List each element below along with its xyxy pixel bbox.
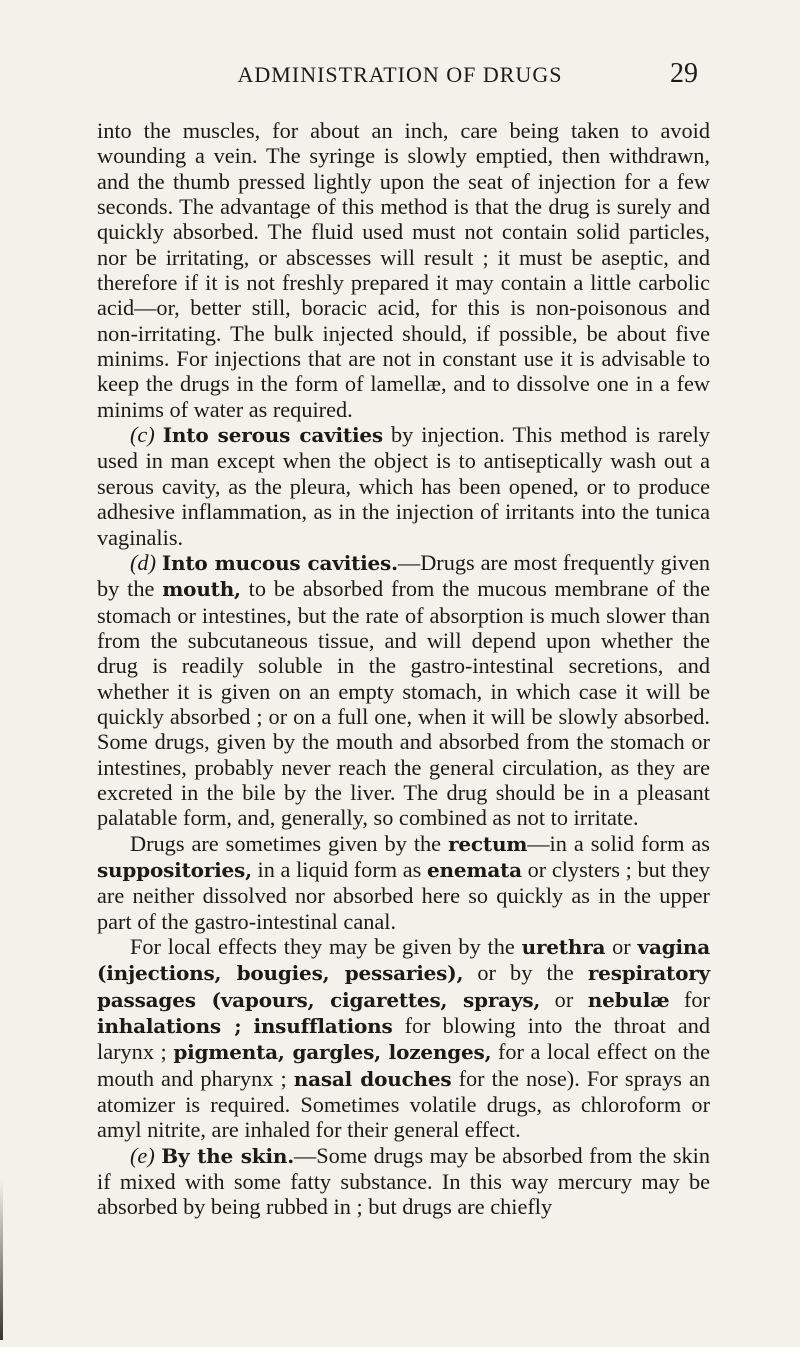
paragraph-text: by injection. This method is rarely used in man except when the object is to antiseptically wash out a serous cavity, as the pleura, which has been opened, or to produce adhesive inflammation, as in the injection of irritants into the tunica vaginalis. bbox=[97, 422, 710, 550]
paragraph-text: Drugs are sometimes given by the bbox=[130, 830, 442, 856]
item-label: (d) bbox=[130, 549, 156, 575]
paragraph-text: for blowing into the throat and larynx ; bbox=[97, 1013, 710, 1065]
term-mouth: mouth, bbox=[162, 577, 241, 602]
paragraph-intramuscular: into the muscles, for about an inch, care being taken to avoid wounding a vein. The syringe is slowly emptied, then withdrawn, and the thumb pressed lightly upon the seat of injection for a few seconds. The advantage of this method is that the drug is surely and quickly absorbed. The fluid used must not contain solid particles, nor be irritating, or abscesses will result ; it must be aseptic, and therefore if it is not freshly prepared it may contain a little carbolic acid—or, better still, boracic acid, for this is non-poisonous and non-irritating. The bulk injected should, if possible, be about five minims. For injections that are not in constant use it is advisable to keep the drugs in the form of lamellæ, and to dissolve one in a few minims of water as required. bbox=[97, 118, 710, 422]
paragraph-local-effects bbox=[97, 934, 710, 1143]
term-respiratory: respiratory passages (vapours, cigarettes, sprays, bbox=[97, 961, 710, 1012]
term-enemata: enemata bbox=[427, 857, 522, 882]
term-rectum: rectum bbox=[448, 831, 528, 856]
term-nebulae: nebulæ bbox=[587, 987, 670, 1012]
heading-mucous-cavities: Into mucous cavities. bbox=[161, 550, 398, 575]
term-vagina: vagina (injections, bougies, pessaries), bbox=[97, 935, 710, 986]
paragraph-text: or bbox=[554, 986, 574, 1012]
heading-by-the-skin: By the skin. bbox=[161, 1143, 294, 1168]
term-urethra: urethra bbox=[521, 935, 606, 959]
term-suppositories: suppositories, bbox=[97, 857, 252, 882]
term-nasal-douches: nasal douches bbox=[293, 1066, 452, 1091]
paragraph-text: —Some drugs may be absorbed from the skin if mixed with some fatty substance. In this way mercury may be absorbed by being rubbed in ; but drugs are chiefly bbox=[97, 1142, 710, 1220]
paragraph-text: For local effects they may be given by the bbox=[130, 934, 515, 959]
paragraph-skin bbox=[97, 1143, 710, 1220]
paragraph-serous-cavities bbox=[97, 422, 710, 550]
paragraph-text: for bbox=[683, 986, 710, 1012]
paragraph-rectum bbox=[97, 831, 710, 934]
item-label: (e) bbox=[130, 1142, 155, 1168]
body-text bbox=[97, 118, 710, 1220]
term-inhalations: inhalations ; bbox=[97, 1014, 242, 1039]
paragraph-text: for a local effect on the mouth and pharynx ; bbox=[97, 1039, 710, 1091]
paragraph-text: or bbox=[612, 934, 631, 959]
paragraph-text: or by the bbox=[477, 960, 574, 986]
term-pigmenta: pigmenta, gargles, lozenges, bbox=[173, 1040, 492, 1065]
paragraph-text: to be absorbed from the mucous membrane of the stomach or intestines, but the rate of absorption is much slower than from the subcutaneous tissue, and will depend upon whether the drug is readily soluble in the gastro-intestinal secretions, and whether it is given on an empty stomach, in which case it will be quickly absorbed ; or on a full one, when it will be slowly absorbed. Some drugs, given by the mouth and absorbed from the stomach or intestines, probably never reach the general circulation, as they are excreted in the bile by the liver. The drug should be in a pleasant palatable form, and, generally, so combined as not to irritate. bbox=[97, 576, 711, 831]
page-header bbox=[0, 58, 800, 98]
term-insufflations: insufflations bbox=[253, 1014, 393, 1039]
page-number: 29 bbox=[670, 58, 698, 89]
paragraph-text: for the nose). For sprays an atomizer is required. Sometimes volatile drugs, as chloroform or amyl nitrite, are inhaled for their general effect. bbox=[97, 1065, 711, 1143]
heading-serous-cavities: Into serous cavities bbox=[162, 423, 383, 448]
paragraph-text: —in a solid form as bbox=[527, 830, 710, 856]
item-label: (c) bbox=[130, 422, 155, 448]
paragraph-text: in a liquid form as bbox=[257, 856, 422, 882]
page-edge-shadow bbox=[0, 1180, 3, 1340]
paragraph-mucous-cavities bbox=[97, 550, 710, 831]
paragraph-text: —Drugs are most frequently given by the bbox=[97, 549, 710, 602]
running-title: ADMINISTRATION OF DRUGS bbox=[237, 62, 563, 87]
paragraph-text: or clysters ; but they are neither dissolved nor absorbed here so quickly as in the upper part of the gastro-intestinal canal. bbox=[97, 856, 711, 934]
